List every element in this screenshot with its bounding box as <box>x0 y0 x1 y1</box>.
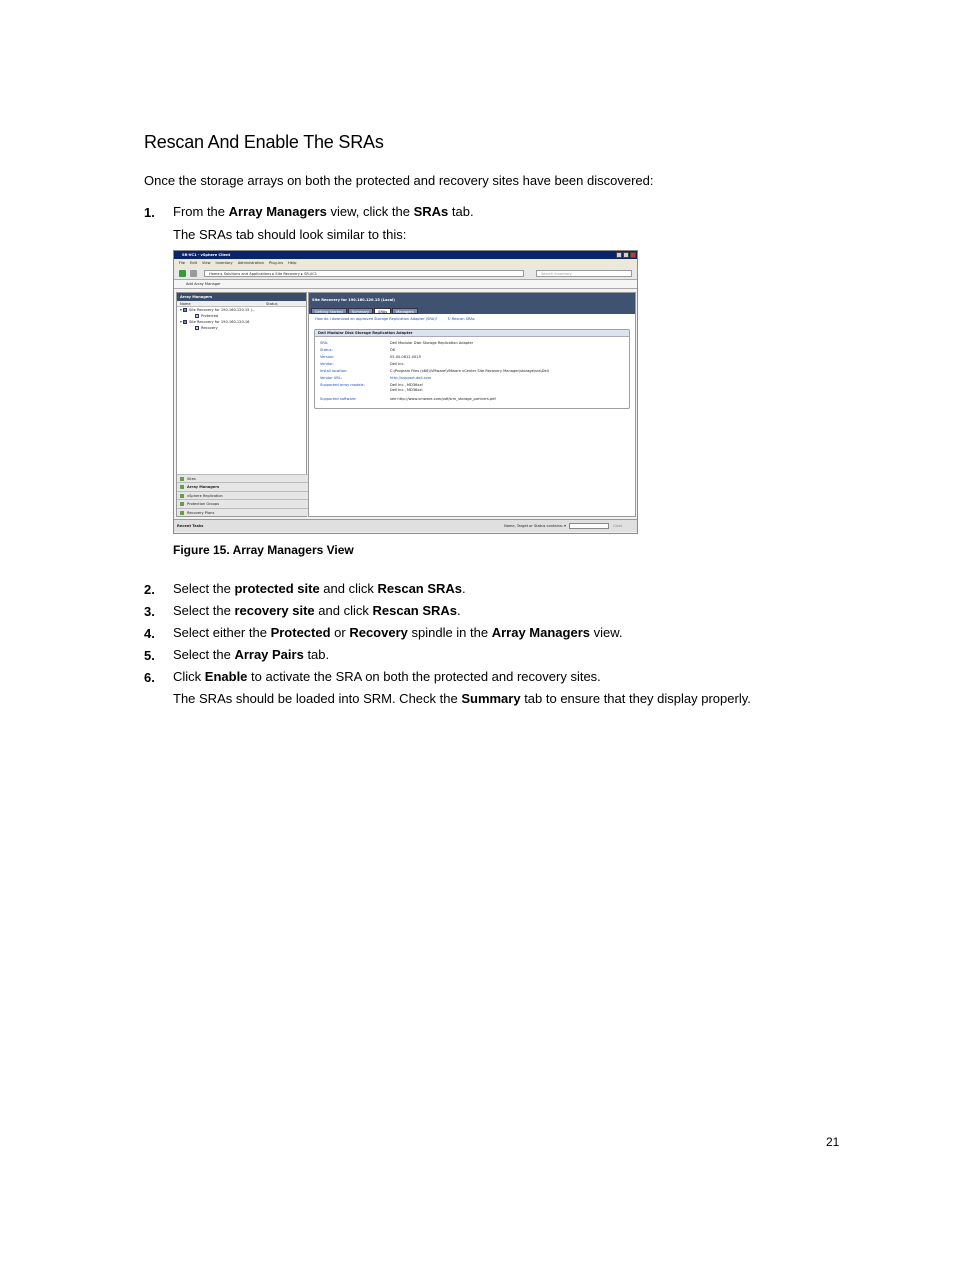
step-1-number: 1. <box>144 205 155 220</box>
panel-title: Dell Modular Disk Storage Replication Adapter <box>315 330 629 337</box>
tab-summary: Summary <box>348 308 373 314</box>
tree-item: ▾ Site Recovery for 190.160.120.15 (... <box>180 308 256 312</box>
menu-item: View <box>201 261 211 265</box>
back-icon <box>179 270 186 277</box>
nav-item: Recovery Plans <box>177 508 308 517</box>
menu-item: Administration <box>237 261 264 265</box>
step-5-text: Select the Array Pairs tab. <box>173 647 330 662</box>
download-sra-link: How do I download an approved Storage Replication Adapter (SRA)? <box>315 317 438 321</box>
left-pane <box>176 292 307 517</box>
navigation-bar <box>174 267 637 280</box>
menu-item: Help <box>288 261 297 265</box>
nav-item: vSphere Replication <box>177 491 308 500</box>
menu-item: Edit <box>190 261 197 265</box>
tab-sras: SRAs <box>374 308 391 314</box>
menu-item: File <box>179 261 186 265</box>
rescan-sras-link: ↻ Rescan SRAs <box>447 317 475 321</box>
left-nav <box>177 474 308 517</box>
menu-bar <box>174 259 637 267</box>
right-pane <box>308 292 636 517</box>
recent-tasks-label: Recent Tasks <box>177 524 204 528</box>
array-icon <box>195 326 199 330</box>
step-4-number: 4. <box>144 626 155 641</box>
tab-getting-started: Getting Started <box>311 308 347 314</box>
filter-input <box>569 523 609 529</box>
clear-button: Clear <box>613 524 623 528</box>
step-2-number: 2. <box>144 582 155 597</box>
step-6-number: 6. <box>144 670 155 685</box>
array-icon <box>195 314 199 318</box>
forward-icon <box>190 270 197 277</box>
section-heading: Rescan And Enable The SRAs <box>144 132 384 152</box>
tab-strip <box>311 308 418 314</box>
tree-item: Protected <box>177 313 306 319</box>
step-2-text: Select the protected site and click Rescan SRAs. <box>173 581 466 596</box>
site-icon <box>183 308 187 312</box>
step-1-text: From the Array Managers view, click the SRAs tab. <box>173 204 474 219</box>
column-headers: Name Status <box>177 301 306 307</box>
filter-label: Name, Target or Status contains: ▾ <box>504 524 566 528</box>
status-bar <box>174 519 637 532</box>
toolbar: Add Array Manager <box>174 280 637 289</box>
tab-managers: Managers <box>392 308 418 314</box>
action-links <box>315 317 475 321</box>
sites-icon <box>180 477 184 481</box>
step-3-text: Select the recovery site and click Rescan SRAs. <box>173 603 461 618</box>
replication-icon <box>180 494 184 498</box>
step-1-note: The SRAs tab should look similar to this: <box>173 227 407 242</box>
step-6-note: The SRAs should be loaded into SRM. Check the Summary tab to ensure that they display properly. <box>173 691 751 706</box>
menu-item: Inventory <box>215 261 233 265</box>
step-4-text: Select either the Protected or Recovery spindle in the Array Managers view. <box>173 625 623 640</box>
nav-item: Sites <box>177 474 308 483</box>
right-pane-header: Site Recovery for 190.160.120.15 (Local) Getting Started Summary SRAs Managers <box>309 293 635 314</box>
intro-text: Once the storage arrays on both the protected and recovery sites have been discovered: <box>144 173 654 188</box>
left-pane-header: Array Managers <box>177 293 306 301</box>
search-input: Search Inventory <box>536 270 632 277</box>
step-3-number: 3. <box>144 604 155 619</box>
protection-groups-icon <box>180 502 184 506</box>
vsphere-client-screenshot <box>173 250 638 534</box>
menu-item: Plug-ins <box>268 261 284 265</box>
page-number: 21 <box>826 1135 840 1149</box>
breadcrumb: Home ▸ Solutions and Applications ▸ Site Recovery ▸ SR-VC1 <box>204 270 524 277</box>
step-5-number: 5. <box>144 648 155 663</box>
recovery-plans-icon <box>180 511 184 515</box>
window-controls <box>616 252 636 258</box>
figure-caption: Figure 15. Array Managers View <box>173 543 354 557</box>
nav-item: Protection Groups <box>177 499 308 508</box>
window-title: SR-VC1 - vSphere Client <box>174 251 637 259</box>
nav-item: Array Managers <box>177 482 308 491</box>
tree-item: Recovery <box>177 325 306 331</box>
tree-item: ▾ Site Recovery for 190.160.120.16 <box>180 320 250 324</box>
sra-details-panel: Dell Modular Disk Storage Replication Adapter SRA: Dell Modular Disk Storage Replication Adapter Status: OK Version: 05.00.0612.0019 Vendor: Dell Inc. Install location: C:\Program Files (x86)\VMware\VMware vCenter Site Recovery Manager\storage\sra\Dell Vendor URL: http://support.dell.com Supported array models: Dell Inc., MD36xxf Dell Inc., MD36xxi Supported software: see http://www.vmware.com/pdf/srm_storage_partners.pdf <box>314 329 630 409</box>
step-6-text: Click Enable to activate the SRA on both the protected and recovery sites. <box>173 669 601 684</box>
site-icon <box>183 320 187 324</box>
array-managers-icon <box>180 485 184 489</box>
